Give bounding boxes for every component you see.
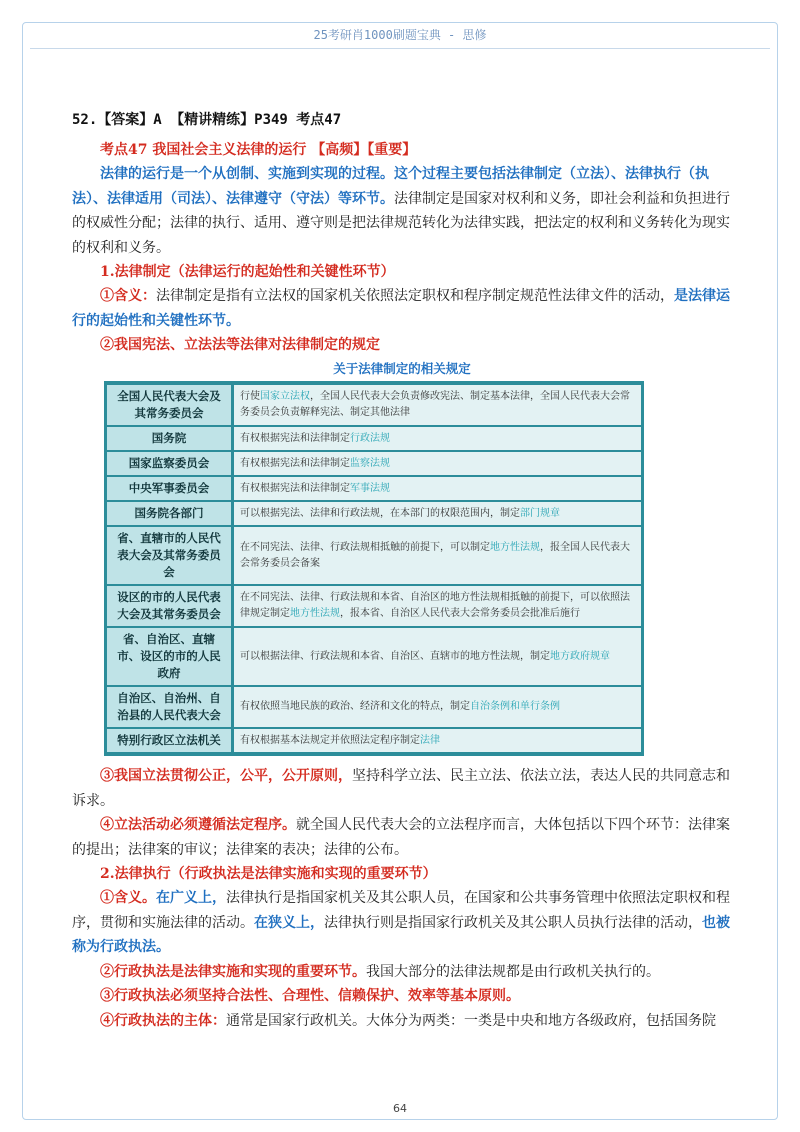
table-row <box>107 477 641 500</box>
s1-procedure-label: ④立法活动必须遵循法定程序。 <box>100 817 296 833</box>
section2-title: 2.法律执行（行政执法是法律实施和实现的重要环节） <box>100 866 437 882</box>
s2-subject-label: ④行政执法的主体： <box>100 1012 226 1029</box>
table-desc-cell <box>231 527 641 584</box>
page-number: 64 <box>393 1102 407 1115</box>
s2-narrow-label: 在狭义上， <box>254 914 324 931</box>
section1-title: 1.法律制定（法律运行的起始性和关键性环节） <box>100 264 395 280</box>
table-row <box>107 586 641 626</box>
s2-subject-text: 通常是国家行政机关。大体分为两类：一类是中央和地方各级政府，包括国务院 <box>226 1012 716 1029</box>
table-desc-pre: 有权根据宪法和法律制定 <box>240 457 350 469</box>
s2-principles <box>72 984 732 1009</box>
s2-importance-text: 我国大部分的法律法规都是由行政机关执行的。 <box>366 963 660 980</box>
table-org-cell: 国务院各部门 <box>107 502 231 525</box>
table-desc-post: ，全国人民代表大会负责修改宪法、制定基本法律，全国人民代表大会常务委员会负责解释宪法、制定其他法律 <box>240 391 630 418</box>
table-desc-hl: 监察法规 <box>350 457 390 469</box>
table-desc-cell <box>231 502 641 525</box>
s2-broad-text: 法律执行是指国家机关及其公职人员，在国家和公共事务管理中依照法定职权和程序，贯彻和实施法律的活动。 <box>72 890 730 931</box>
table-desc-pre: 有权根据宪法和法律制定 <box>240 432 350 444</box>
table-desc-hl: 自治条例和单行条例 <box>470 701 560 712</box>
s2-subject <box>72 1009 732 1034</box>
table-row <box>107 628 641 685</box>
table-desc-hl: 部门规章 <box>520 507 560 519</box>
table-desc-cell <box>231 385 641 425</box>
intro-paragraph <box>72 162 732 260</box>
s2-narrow-highlight: 也被称为行政执法。 <box>72 914 730 955</box>
table-desc-hl: 国家立法权 <box>260 391 310 402</box>
table-row <box>107 452 641 475</box>
answer-line: 52.【答案】A 【精讲精练】P349 考点47 <box>72 112 342 128</box>
table-desc-cell <box>231 477 641 500</box>
table-desc-post: ，报本省、自治区人民代表大会常务委员会批准后施行 <box>340 608 580 619</box>
law-making-table <box>104 381 644 756</box>
s2-principles-label: ③行政执法必须坚持合法性、合理性、信赖保护、效率等基本原则。 <box>100 988 520 1004</box>
table-org-cell: 全国人民代表大会及其常务委员会 <box>107 385 231 425</box>
table-desc-pre: 可以根据宪法、法律和行政法规，在本部门的权限范围内，制定 <box>240 507 520 519</box>
s1-principles-text: 坚持科学立法、民主立法、依法立法，表达人民的共同意志和诉求。 <box>72 768 730 809</box>
s1-meaning-highlight: 是法律运行的起始性和关键性环节。 <box>72 288 730 329</box>
page-content <box>72 108 732 1033</box>
table-row <box>107 687 641 727</box>
s1-meaning-label: ①含义： <box>100 288 156 304</box>
s2-importance <box>72 960 732 985</box>
page-header: 25考研肖1000刷题宝典 - 思修 <box>313 28 487 42</box>
table-row <box>107 427 641 450</box>
table-desc-cell <box>231 628 641 685</box>
table-row <box>107 729 641 752</box>
table-desc-pre: 有权根据宪法和法律制定 <box>240 482 350 494</box>
table-desc-cell <box>231 586 641 626</box>
table-desc-cell <box>231 729 641 752</box>
table-desc-pre: 有权依照当地民族的政治、经济和文化的特点，制定 <box>240 701 470 712</box>
s2-narrow-text: 法律执行则是指国家行政机关及其公职人员执行法律的活动， <box>324 914 702 931</box>
s2-importance-label: ②行政执法是法律实施和实现的重要环节。 <box>100 963 366 980</box>
table-desc-hl: 法律 <box>420 734 440 746</box>
table-desc-cell <box>231 452 641 475</box>
table-row <box>107 385 641 425</box>
s2-meaning-label: ①含义。 <box>100 890 156 906</box>
table-desc-hl: 行政法规 <box>350 432 390 444</box>
table-org-cell: 国家监察委员会 <box>107 452 231 475</box>
header-rule <box>30 48 770 49</box>
s2-broad-label: 在广义上， <box>156 890 226 906</box>
table-desc-cell <box>231 427 641 450</box>
table-desc-pre: 可以根据法律、行政法规和本省、自治区、直辖市的地方性法规，制定 <box>240 650 550 662</box>
table-desc-hl: 军事法规 <box>350 482 390 494</box>
table-org-cell: 特别行政区立法机关 <box>107 729 231 752</box>
table-desc-hl: 地方性法规 <box>290 608 340 619</box>
s1-procedure-text: 就全国人民代表大会的立法程序而言，大体包括以下四个环节：法律案的提出；法律案的审议；法律案的表决；法律的公布。 <box>72 817 730 858</box>
table-title: 关于法律制定的相关规定 <box>333 361 471 376</box>
table-org-cell: 省、自治区、直辖市、设区的市的人民政府 <box>107 628 231 685</box>
s1-meaning <box>72 284 732 333</box>
table-row <box>107 527 641 584</box>
table-desc-hl: 地方政府规章 <box>550 650 610 662</box>
table-org-cell: 中央军事委员会 <box>107 477 231 500</box>
table-desc-pre: 在不同宪法、法律、行政法规和本省、自治区的地方性法规相抵触的前提下，可以依照法律规定制定 <box>240 592 630 619</box>
s2-meaning <box>72 886 732 960</box>
table-org-cell: 自治区、自治州、自治县的人民代表大会 <box>107 687 231 727</box>
s1-principles-label: ③我国立法贯彻公正，公平，公开原则， <box>100 768 352 784</box>
table-desc-post: ，报全国人民代表大会常务委员会备案 <box>240 541 630 569</box>
s1-principles <box>72 764 732 813</box>
s1-procedure <box>72 813 732 862</box>
table-org-cell: 设区的市的人民代表大会及其常务委员会 <box>107 586 231 626</box>
table-desc-hl: 地方性法规 <box>490 541 540 553</box>
s1-meaning-text: 法律制定是指有立法权的国家机关依照法定职权和程序制定规范性法律文件的活动， <box>156 288 674 304</box>
intro-text: 法律制定是国家对权利和义务，即社会利益和负担进行的权威性分配；法律的执行、适用、遵守则是把法律规范转化为法律实践，把法定的权利和义务转化为现实的权利和义务。 <box>72 190 730 256</box>
table-row <box>107 502 641 525</box>
intro-highlight: 法律的运行是一个从创制、实施到实现的过程。这个过程主要包括法律制定（立法）、法律执行（执法）、法律适用（司法）、法律遵守（守法）等环节。 <box>72 166 709 207</box>
table-org-cell: 国务院 <box>107 427 231 450</box>
kp-title: 考点47 我国社会主义法律的运行 【高频】【重要】 <box>100 142 417 158</box>
table-org-cell: 省、直辖市的人民代表大会及其常务委员会 <box>107 527 231 584</box>
table-desc-pre: 在不同宪法、法律、行政法规相抵触的前提下，可以制定 <box>240 541 490 553</box>
table-desc-pre: 行使 <box>240 391 260 402</box>
table-desc-pre: 有权根据基本法规定并依照法定程序制定 <box>240 734 420 746</box>
s1-provisions-title: ②我国宪法、立法法等法律对法律制定的规定 <box>100 337 380 353</box>
table-desc-cell <box>231 687 641 727</box>
